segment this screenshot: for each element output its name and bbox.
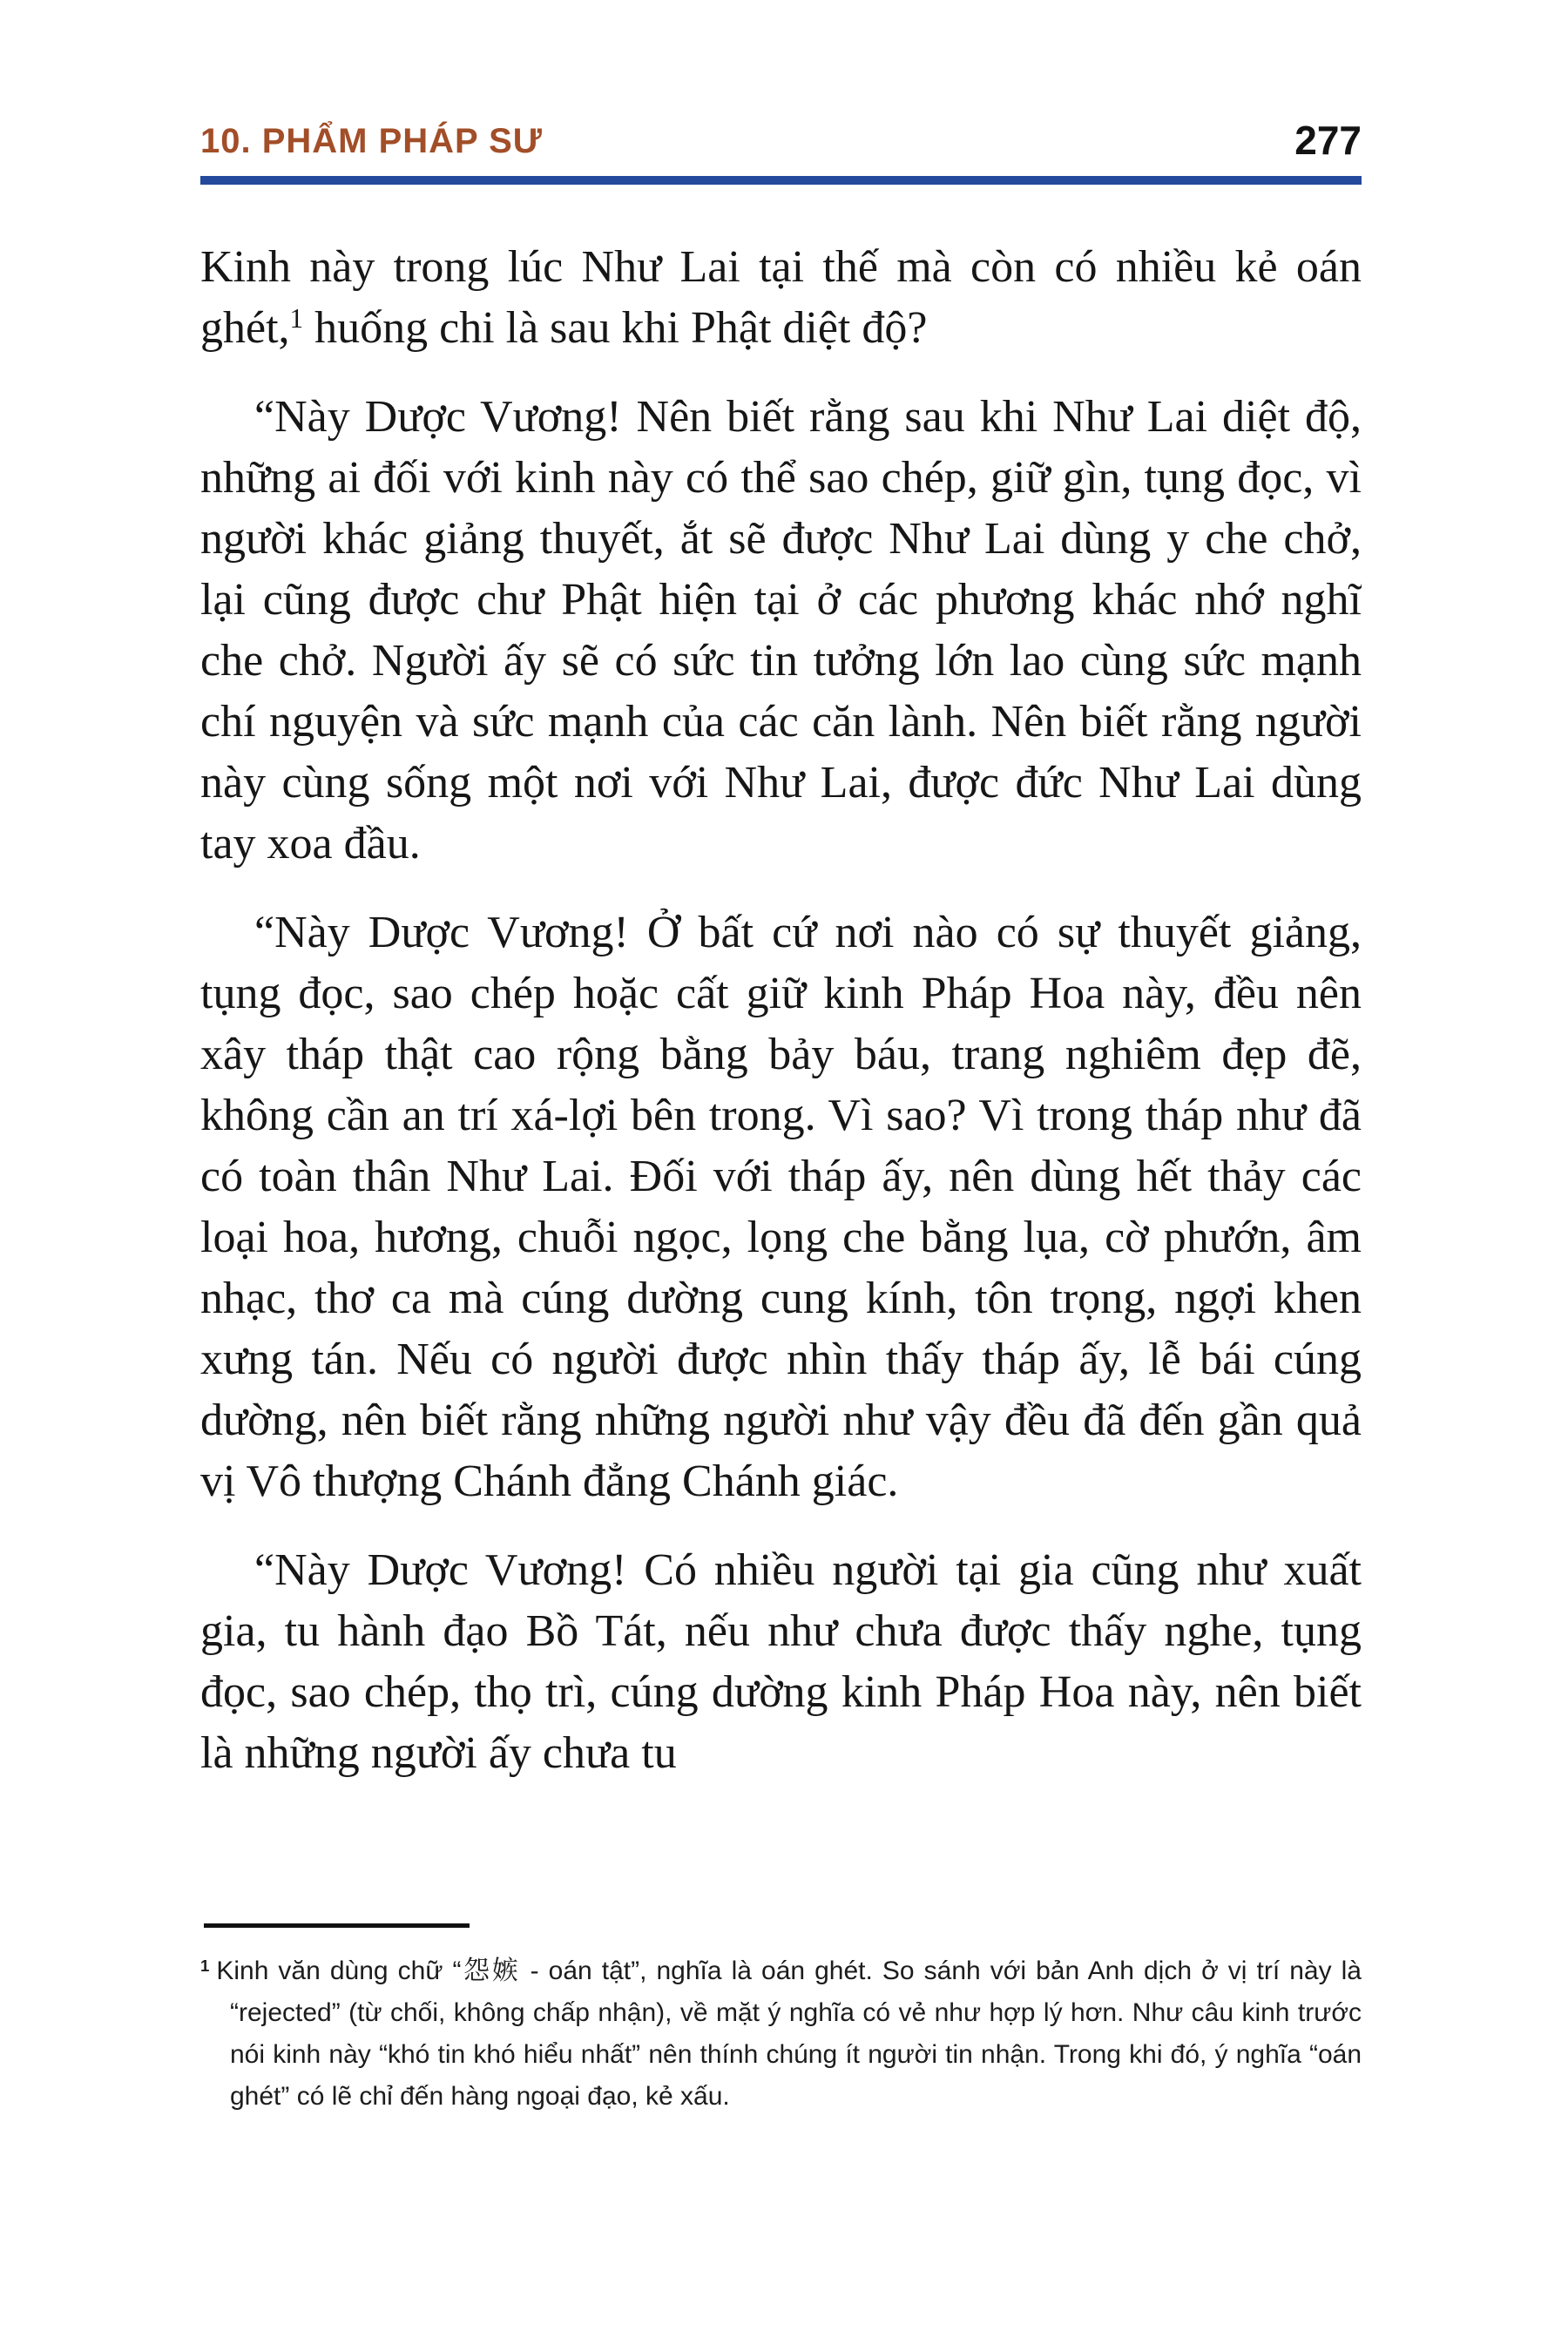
footnote [200,1950,1362,2118]
footnote-marker-superscript: 1 [200,1956,210,1975]
header-rule-divider [200,176,1362,185]
footnote-reference-superscript: 1 [289,302,304,334]
page-header [200,118,1362,163]
paragraph: “Này Dược Vương! Nên biết rằng sau khi Như Lai diệt độ, những ai đối với kinh này có thể sao chép, giữ gìn, tụng đọc, vì người khác giảng thuyết, ắt sẽ được Như Lai dùng y che chở, lại cũng được chư Phật hiện tại ở các phương khác nhớ nghĩ che chở. Người ấy sẽ có sức tin tưởng lớn lao cùng sức mạnh chí nguyện và sức mạnh của các căn lành. Nên biết rằng người này cùng sống một nơi với Như Lai, được đức Như Lai dùng tay xoa đầu. [200,392,1362,868]
body-text-block [200,237,1362,1913]
footnote-area [200,1923,1362,2118]
paragraph-continuation [200,237,1362,359]
chapter-title: 10. PHẨM PHÁP SƯ [200,122,543,160]
footnote-rule-divider [204,1923,470,1928]
paragraph: “Này Dược Vương! Có nhiều người tại gia cũng như xuất gia, tu hành đạo Bồ Tát, nếu như chưa được thấy nghe, tụng đọc, sao chép, thọ trì, cúng dường kinh Pháp Hoa này, nên biết là những người ấy chưa tu [200,1545,1362,1778]
page-number: 277 [1294,118,1362,163]
paragraph-text: Kinh này trong lúc Như Lai tại thế mà còn có nhiều kẻ oán ghét, [200,242,1362,353]
paragraph-text: huống chi là sau khi Phật diệt độ? [303,303,928,353]
footnote-text: Kinh văn dùng chữ “怨嫉 - oán tật”, nghĩa là oán ghét. So sánh với bản Anh dịch ở vị trí này là “rejected” (từ chối, không chấp nhận), về mặt ý nghĩa có vẻ như hợp lý hơn. Như câu kinh trước nói kinh này “khó tin khó hiểu nhất” nên thính chúng ít người tin nhận. Trong khi đó, ý nghĩa “oán ghét” có lẽ chỉ đến hàng ngoại đạo, kẻ xấu. [216,1957,1362,2111]
paragraph: “Này Dược Vương! Ở bất cứ nơi nào có sự thuyết giảng, tụng đọc, sao chép hoặc cất giữ kinh Pháp Hoa này, đều nên xây tháp thật cao rộng bằng bảy báu, trang nghiêm đẹp đẽ, không cần an trí xá-lợi bên trong. Vì sao? Vì trong tháp như đã có toàn thân Như Lai. Đối với tháp ấy, nên dùng hết thảy các loại hoa, hương, chuỗi ngọc, lọng che bằng lụa, cờ phướn, âm nhạc, thơ ca mà cúng dường cung kính, tôn trọng, ngợi khen xưng tán. Nếu có người được nhìn thấy tháp ấy, lễ bái cúng dường, nên biết rằng những người như vậy đều đã đến gần quả vị Vô thượng Chánh đẳng Chánh giác. [200,908,1362,1506]
